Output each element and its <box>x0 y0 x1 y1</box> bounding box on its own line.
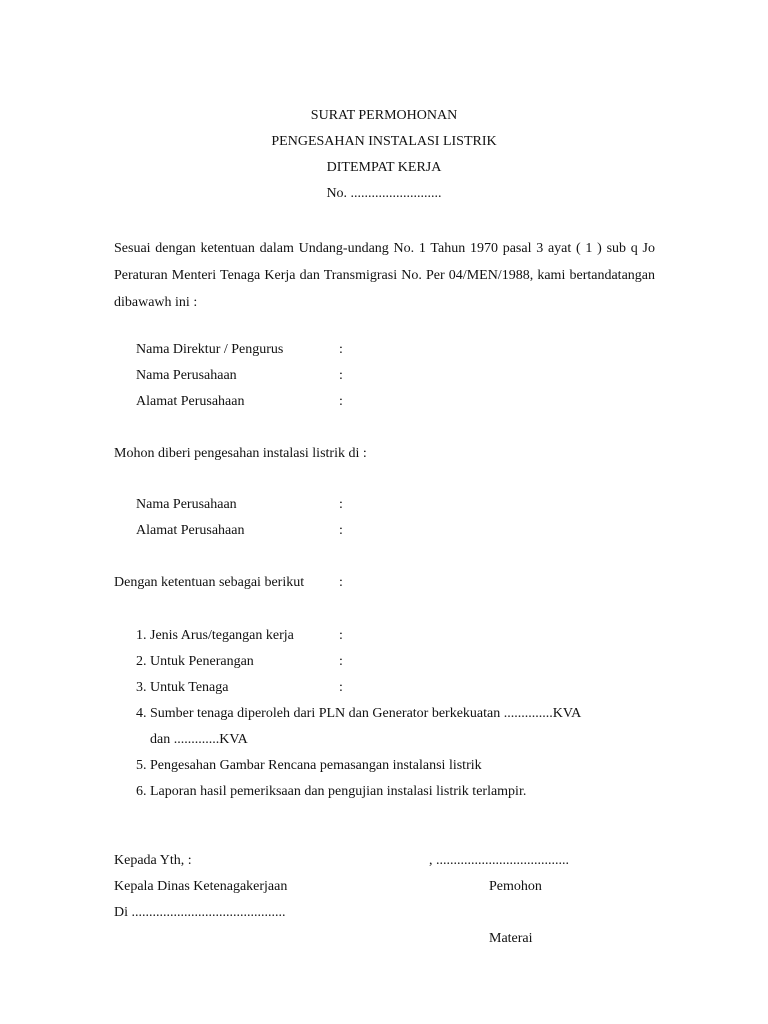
condition-item-1: 1. Jenis Arus/tegangan kerja <box>136 628 294 643</box>
field-label-company: Nama Perusahaan <box>136 368 237 383</box>
applicant-label: Pemohon <box>489 879 542 894</box>
intro-paragraph: Sesuai dengan ketentuan dalam Undang-undang No. 1 Tahun 1970 pasal 3 ayat ( 1 ) sub q Jo Peraturan Menteri Tenaga Kerja dan Transmigrasi No. Per 04/MEN/1988, kami bertandatangan dibawawh ini : <box>114 241 655 310</box>
location-label-company: Nama Perusahaan <box>136 497 237 512</box>
doc-title: SURAT PERMOHONAN <box>310 108 458 123</box>
field-colon: : <box>339 368 343 383</box>
condition-item-3: 3. Untuk Tenaga <box>136 680 229 695</box>
recipient-name: Kepala Dinas Ketenagakerjaan <box>114 879 288 894</box>
field-label-address: Alamat Perusahaan <box>136 394 245 409</box>
condition-item-4-cont: dan .............KVA <box>150 732 248 747</box>
place-date-line: , ...................................... <box>429 853 569 868</box>
field-colon: : <box>339 575 343 590</box>
field-colon: : <box>339 394 343 409</box>
doc-subtitle-location: DITEMPAT KERJA <box>326 160 442 175</box>
condition-item-6: 6. Laporan hasil pemeriksaan dan pengujian instalasi listrik terlampir. <box>136 784 527 799</box>
condition-item-4: 4. Sumber tenaga diperoleh dari PLN dan Generator berkekuatan ..............KVA <box>136 706 582 721</box>
field-colon: : <box>339 628 343 643</box>
field-colon: : <box>339 680 343 695</box>
conditions-intro: Dengan ketentuan sebagai berikut <box>114 575 305 590</box>
recipient-salutation: Kepada Yth, : <box>114 853 192 868</box>
field-label-director: Nama Direktur / Pengurus <box>136 342 284 357</box>
condition-item-2: 2. Untuk Penerangan <box>136 654 254 669</box>
condition-item-5: 5. Pengesahan Gambar Rencana pemasangan instalansi listrik <box>136 758 482 773</box>
doc-number: No. .......................... <box>326 186 442 201</box>
field-colon: : <box>339 497 343 512</box>
field-colon: : <box>339 523 343 538</box>
request-text: Mohon diberi pengesahan instalasi listrik di : <box>114 446 367 461</box>
location-label-address: Alamat Perusahaan <box>136 523 245 538</box>
doc-subtitle: PENGESAHAN INSTALASI LISTRIK <box>271 134 497 149</box>
recipient-location: Di ............................................ <box>114 905 286 920</box>
stamp-label: Materai <box>489 931 533 946</box>
field-colon: : <box>339 342 343 357</box>
field-colon: : <box>339 654 343 669</box>
